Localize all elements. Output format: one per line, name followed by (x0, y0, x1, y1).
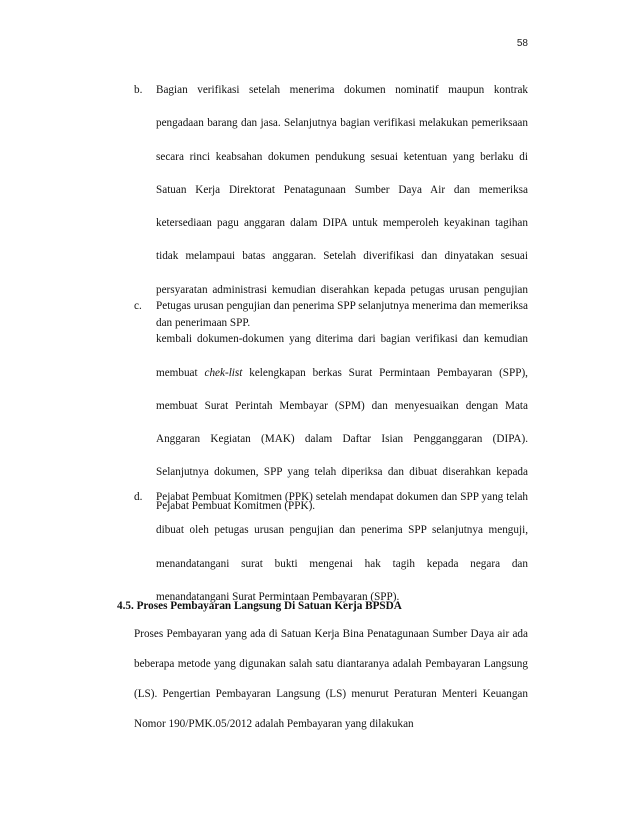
list-marker: c. (134, 300, 142, 312)
list-item-text: Pejabat Pembuat Komitmen (PPK) setelah mendapat dokumen dan SPP yang telah dibuat oleh petugas urusan pengujian dan penerima SPP selanjutnya menguji, menandatangani surat bukti mengenai hak tagih kepada negara dan menandatangani Surat Permintaan Pembayaran (SPP). (156, 491, 528, 603)
list-item-text: Bagian verifikasi setelah menerima dokumen nominatif maupun kontrak pengadaan barang dan jasa. Selanjutnya bagian verifikasi melakukan pemeriksaan secara rinci keabsahan dokumen pendukung sesuai ketentuan yang berlaku di Satuan Kerja Direktorat Penatagunaan Sumber Daya Air dan memeriksa ketersediaan pagu anggaran dalam DIPA untuk memperoleh keyakinan tagihan tidak melampaui batas anggaran. Setelah diverifikasi dan dinyatakan sesuai persyaratan administrasi kemudian diserahkan kepada petugas urusan pengujian dan penerimaan SPP. (156, 84, 528, 330)
text-segment: kelengkapan berkas Surat Permintaan Pembayaran (SPP), membuat Surat Perintah Membayar (SPM) dan menyesuaikan dengan Mata Anggaran Kegiatan (MAK) dalam Daftar Isian Pengganggaran (DIPA). Selanjutnya dokumen, SPP yang telah diperiksa dan dibuat diserahkan kepada Pejabat Pembuat Komitmen (PPK). (156, 366, 528, 512)
section-heading: 4.5. Proses Pembayaran Langsung Di Satuan Kerja BPSDA (117, 600, 402, 612)
text-segment: Petugas urusan pengujian dan penerima SPP selanjutnya menerima dan memeriksa kembali dokumen-dokumen yang diterima dari bagian verifikasi dan kemudian membuat (156, 300, 528, 379)
list-marker: b. (134, 84, 143, 96)
section-paragraph: Proses Pembayaran yang ada di Satuan Kerja Bina Penatagunaan Sumber Daya air ada beberapa metode yang digunakan salah satu diantaranya adalah Pembayaran Langsung (LS). Pengertian Pembayaran Langsung (LS) menurut Peraturan Menteri Keuangan Nomor 190/PMK.05/2012 adalah Pembayaran yang dilakukan (134, 628, 528, 730)
italic-term: chek-list (204, 366, 243, 379)
list-marker: d. (134, 491, 143, 503)
page-number: 58 (516, 38, 528, 49)
